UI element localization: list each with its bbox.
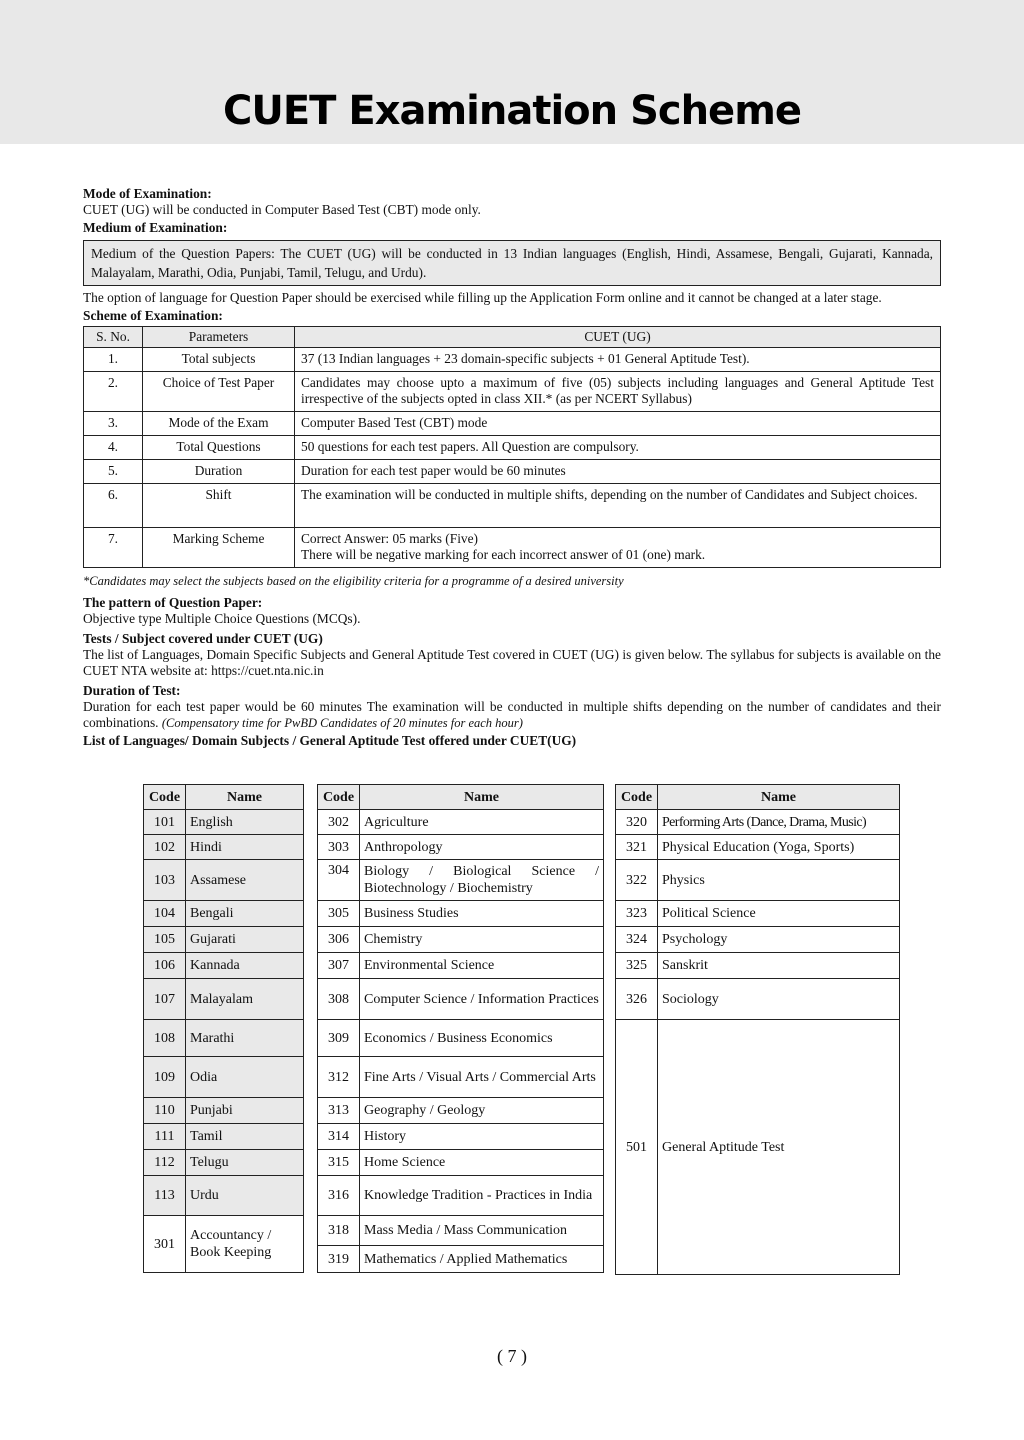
table-row	[616, 860, 900, 901]
name-cell: Computer Science / Information Practices	[360, 979, 604, 1020]
name-cell: Tamil	[186, 1124, 304, 1150]
table-row	[144, 1216, 304, 1273]
code-cell: 309	[318, 1020, 360, 1057]
page-title: CUET Examination Scheme	[223, 88, 801, 134]
table-row	[144, 810, 304, 835]
mode-of-exam-text: CUET (UG) will be conducted in Computer Based Test (CBT) mode only.	[83, 202, 481, 217]
table-row	[616, 979, 900, 1020]
sno-cell: 7.	[84, 528, 143, 568]
name-cell: Chemistry	[360, 927, 604, 953]
table-row	[616, 901, 900, 927]
table-row	[318, 1057, 604, 1098]
code-cell: 108	[144, 1020, 186, 1057]
name-cell: Environmental Science	[360, 953, 604, 979]
param-cell: Duration	[143, 460, 295, 484]
name-cell: Fine Arts / Visual Arts / Commercial Arts	[360, 1057, 604, 1098]
scheme-heading: Scheme of Examination:	[83, 308, 223, 323]
name-cell: Punjabi	[186, 1098, 304, 1124]
table-row	[318, 979, 604, 1020]
scheme-header-row	[84, 327, 941, 348]
value-cell: Candidates may choose upto a maximum of five (05) subjects including languages and General Aptitude Test irrespective of the subjects opted in class XII.* (as per NCERT Syllabus)	[295, 372, 941, 412]
table-row	[144, 860, 304, 901]
domain-subjects-table-2	[615, 784, 900, 1275]
sno-cell: 1.	[84, 348, 143, 372]
table-row	[318, 1246, 604, 1273]
medium-box: Medium of the Question Papers: The CUET (UG) will be conducted in 13 Indian languages (English, Hindi, Assamese, Bengali, Gujarati, Kannada, Malayalam, Marathi, Odia, Punjabi, Tamil, Telugu, and Urdu).	[83, 240, 941, 286]
sno-cell: 6.	[84, 484, 143, 528]
code-cell: 105	[144, 927, 186, 953]
sno-cell: 2.	[84, 372, 143, 412]
col-cuet-ug: CUET (UG)	[295, 327, 941, 348]
duration-main-text: Duration for each test paper would be 60 minutes The examination will be conducted in multiple shifts depending on the number of candidates and their combinations.	[83, 699, 941, 730]
code-cell: 102	[144, 835, 186, 860]
name-cell: Performing Arts (Dance, Drama, Music)	[658, 810, 900, 835]
pattern-heading: The pattern of Question Paper:	[83, 595, 263, 610]
table-row	[318, 860, 604, 901]
table-row	[144, 901, 304, 927]
table-row	[616, 953, 900, 979]
code-cell: 319	[318, 1246, 360, 1273]
name-cell: Mass Media / Mass Communication	[360, 1216, 604, 1246]
name-cell: Physics	[658, 860, 900, 901]
name-cell: Biology / Biological Science / Biotechnology / Biochemistry	[360, 860, 604, 901]
table-row	[318, 1176, 604, 1216]
table-row	[84, 412, 941, 436]
table-row	[144, 1176, 304, 1216]
name-cell: Kannada	[186, 953, 304, 979]
code-cell: 104	[144, 901, 186, 927]
name-cell: Anthropology	[360, 835, 604, 860]
sno-cell: 5.	[84, 460, 143, 484]
code-cell: 304	[318, 860, 360, 901]
sno-cell: 4.	[84, 436, 143, 460]
code-cell: 111	[144, 1124, 186, 1150]
code-cell: 110	[144, 1098, 186, 1124]
table-row	[318, 953, 604, 979]
code-cell: 106	[144, 953, 186, 979]
table-row	[318, 901, 604, 927]
table-row	[144, 927, 304, 953]
scheme-table	[83, 326, 941, 568]
name-cell: Business Studies	[360, 901, 604, 927]
code-cell: 316	[318, 1176, 360, 1216]
table-row	[318, 835, 604, 860]
table-row	[144, 1098, 304, 1124]
code-cell: 322	[616, 860, 658, 901]
languages-table	[143, 784, 304, 1273]
name-cell: Political Science	[658, 901, 900, 927]
code-cell: 305	[318, 901, 360, 927]
code-cell: 303	[318, 835, 360, 860]
table-row	[318, 1150, 604, 1176]
col-name: Name	[360, 785, 604, 810]
table-row	[84, 436, 941, 460]
code-cell: 324	[616, 927, 658, 953]
code-cell: 326	[616, 979, 658, 1020]
table-row	[144, 1020, 304, 1057]
table-row	[144, 1124, 304, 1150]
table-row	[616, 927, 900, 953]
duration-heading: Duration of Test:	[83, 683, 181, 698]
code-cell: 306	[318, 927, 360, 953]
code-cell: 307	[318, 953, 360, 979]
name-cell: Accountancy / Book Keeping	[186, 1216, 304, 1273]
name-cell: General Aptitude Test	[658, 1020, 900, 1275]
code-cell: 325	[616, 953, 658, 979]
param-cell: Shift	[143, 484, 295, 528]
code-cell: 109	[144, 1057, 186, 1098]
name-cell: Hindi	[186, 835, 304, 860]
marking-correct: Correct Answer: 05 marks (Five)	[301, 531, 479, 546]
name-cell: Assamese	[186, 860, 304, 901]
code-cell: 302	[318, 810, 360, 835]
value-cell: Computer Based Test (CBT) mode	[295, 412, 941, 436]
table-row	[84, 372, 941, 412]
value-cell: The examination will be conducted in multiple shifts, depending on the number of Candidates and Subject choices.	[295, 484, 941, 528]
name-cell: Sanskrit	[658, 953, 900, 979]
name-cell: Odia	[186, 1057, 304, 1098]
col-code: Code	[616, 785, 658, 810]
col-parameters: Parameters	[143, 327, 295, 348]
name-cell: Sociology	[658, 979, 900, 1020]
code-cell: 112	[144, 1150, 186, 1176]
table-row	[616, 835, 900, 860]
name-cell: Malayalam	[186, 979, 304, 1020]
table-row	[318, 1216, 604, 1246]
table-row	[144, 1150, 304, 1176]
name-cell: Mathematics / Applied Mathematics	[360, 1246, 604, 1273]
col-code: Code	[318, 785, 360, 810]
code-cell: 301	[144, 1216, 186, 1273]
table-row	[84, 528, 941, 568]
code-cell: 103	[144, 860, 186, 901]
col-sno: S. No.	[84, 327, 143, 348]
code-cell: 312	[318, 1057, 360, 1098]
table-row	[84, 484, 941, 528]
medium-of-exam-heading: Medium of Examination:	[83, 220, 228, 235]
tests-covered-text: The list of Languages, Domain Specific Subjects and General Aptitude Test covered in CUET (UG) is given below. The syllabus for subjects is available on the CUET NTA website at: https://cuet.nta.nic.in	[83, 647, 941, 678]
name-cell: Geography / Geology	[360, 1098, 604, 1124]
param-cell: Mode of the Exam	[143, 412, 295, 436]
mode-of-exam-heading: Mode of Examination:	[83, 186, 212, 201]
table-row	[318, 927, 604, 953]
name-cell: Knowledge Tradition - Practices in India	[360, 1176, 604, 1216]
code-cell: 315	[318, 1150, 360, 1176]
code-cell: 313	[318, 1098, 360, 1124]
code-cell: 320	[616, 810, 658, 835]
subject-list-tables	[0, 784, 1024, 1274]
value-cell	[295, 528, 941, 568]
name-cell: Marathi	[186, 1020, 304, 1057]
code-cell: 107	[144, 979, 186, 1020]
compensatory-note: (Compensatory time for PwBD Candidates of 20 minutes for each hour)	[161, 716, 523, 730]
sno-cell: 3.	[84, 412, 143, 436]
param-cell: Total Questions	[143, 436, 295, 460]
code-cell: 113	[144, 1176, 186, 1216]
list-heading: List of Languages/ Domain Subjects / General Aptitude Test offered under CUET(UG)	[83, 733, 577, 748]
value-cell: 37 (13 Indian languages + 23 domain-specific subjects + 01 General Aptitude Test).	[295, 348, 941, 372]
table-row	[318, 1020, 604, 1057]
name-cell: Urdu	[186, 1176, 304, 1216]
code-cell: 318	[318, 1216, 360, 1246]
param-cell: Choice of Test Paper	[143, 372, 295, 412]
code-cell: 323	[616, 901, 658, 927]
value-cell: 50 questions for each test papers. All Question are compulsory.	[295, 436, 941, 460]
table-row	[144, 1057, 304, 1098]
name-cell: Agriculture	[360, 810, 604, 835]
name-cell: Physical Education (Yoga, Sports)	[658, 835, 900, 860]
param-cell: Marking Scheme	[143, 528, 295, 568]
name-cell: Telugu	[186, 1150, 304, 1176]
name-cell: Home Science	[360, 1150, 604, 1176]
code-cell: 321	[616, 835, 658, 860]
param-cell: Total subjects	[143, 348, 295, 372]
table-row	[144, 979, 304, 1020]
tests-covered-heading: Tests / Subject covered under CUET (UG)	[83, 631, 323, 646]
value-cell: Duration for each test paper would be 60 minutes	[295, 460, 941, 484]
language-option-note: The option of language for Question Paper should be exercised while filling up the Application Form online and it cannot be changed at a later stage.	[83, 290, 882, 305]
code-cell: 501	[616, 1020, 658, 1275]
table-row	[616, 1020, 900, 1275]
name-cell: Economics / Business Economics	[360, 1020, 604, 1057]
col-name: Name	[186, 785, 304, 810]
col-code: Code	[144, 785, 186, 810]
name-cell: Bengali	[186, 901, 304, 927]
table-row	[144, 835, 304, 860]
table-row	[84, 348, 941, 372]
table-row	[318, 810, 604, 835]
code-cell: 308	[318, 979, 360, 1020]
table-row	[144, 953, 304, 979]
scheme-footnote: *Candidates may select the subjects based on the eligibility criteria for a programme of a desired university	[83, 574, 624, 588]
name-cell: Gujarati	[186, 927, 304, 953]
name-cell: English	[186, 810, 304, 835]
main-content	[83, 186, 941, 749]
duration-text	[83, 699, 941, 731]
col-name: Name	[658, 785, 900, 810]
name-cell: Psychology	[658, 927, 900, 953]
code-cell: 314	[318, 1124, 360, 1150]
page-number: ( 7 )	[497, 1346, 527, 1366]
table-row	[318, 1098, 604, 1124]
table-row	[616, 810, 900, 835]
table-row	[318, 1124, 604, 1150]
marking-negative: There will be negative marking for each incorrect answer of 01 (one) mark.	[301, 547, 706, 562]
domain-subjects-table-1	[317, 784, 604, 1273]
name-cell: History	[360, 1124, 604, 1150]
table-row	[84, 460, 941, 484]
pattern-text: Objective type Multiple Choice Questions (MCQs).	[83, 611, 361, 626]
code-cell: 101	[144, 810, 186, 835]
